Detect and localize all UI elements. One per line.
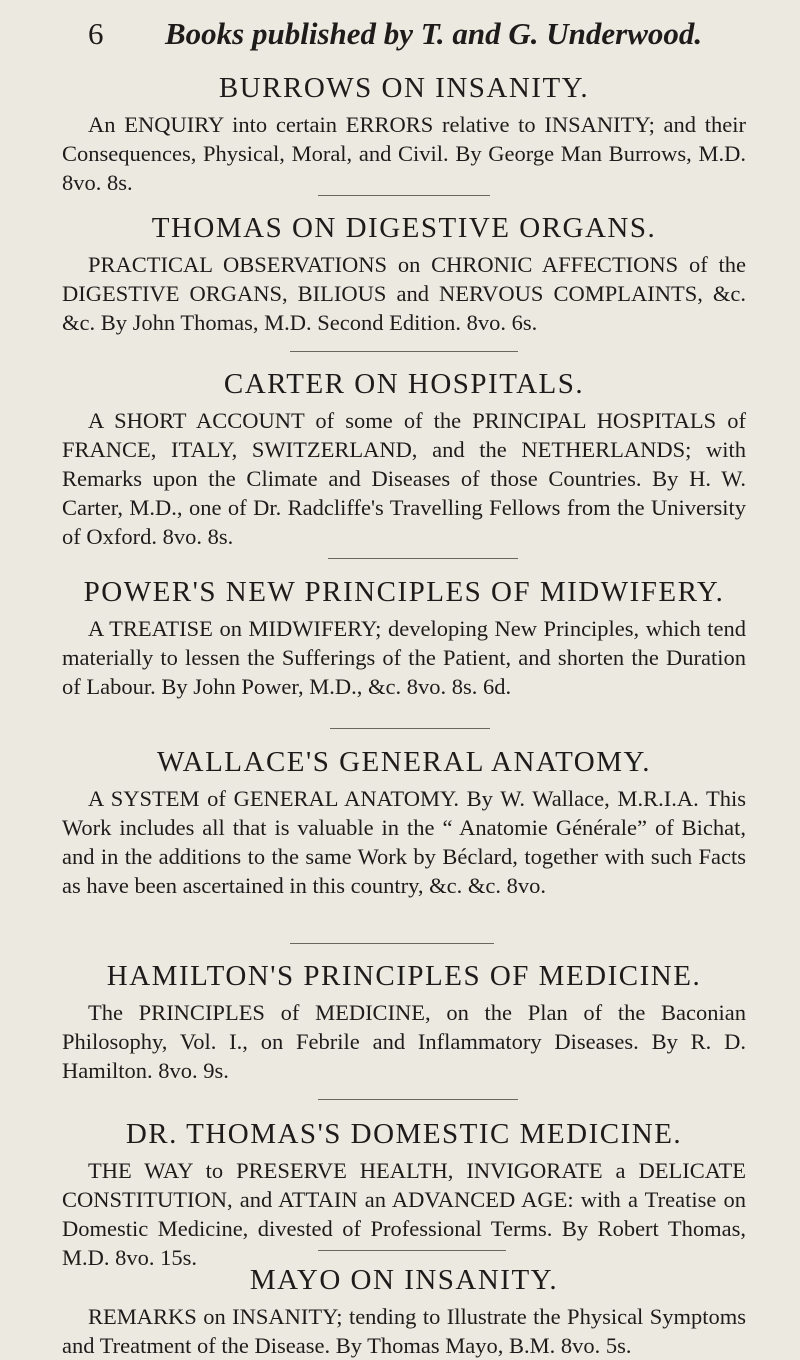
entry-heading: POWER'S NEW PRINCIPLES OF MIDWIFERY. (83, 576, 725, 608)
entry-description: A SHORT ACCOUNT of some of the PRINCIPAL HOSPITALS of FRANCE, ITALY, SWITZERLAND, and the NETHERLANDS; with Remarks upon the Climate and Diseases of those Countries. By H. W. Carter, M.D., one of Dr. Radcliffe's Travelling Fellows from the University of Oxford. 8vo. 8s. (62, 408, 746, 549)
entry-description: PRACTICAL OBSERVATIONS on CHRONIC AFFECTIONS of the DIGESTIVE ORGANS, BILIOUS and NERVOUS COMPLAINTS, &c. &c. By John Thomas, M.D. Second Edition. 8vo. 6s. (62, 252, 746, 335)
book-entry-carter (62, 366, 746, 551)
book-entry-thomas-domestic (62, 1116, 746, 1272)
entry-heading: BURROWS ON INSANITY. (218, 72, 590, 104)
book-entry-burrows (62, 70, 746, 197)
entry-description: A SYSTEM of GENERAL ANATOMY. By W. Wallace, M.R.I.A. This Work includes all that is valuable in the “ Anatomie Générale” of Bichat, and in the additions to the same Work by Béclard, together with such Facts as have been ascertained in this country, &c. &c. 8vo. (62, 786, 746, 898)
entry-heading: CARTER ON HOSPITALS. (223, 368, 585, 400)
entry-description: REMARKS on INSANITY; tending to Illustrate the Physical Symptoms and Treatment of the Disease. By Thomas Mayo, B.M. 8vo. 5s. (62, 1304, 746, 1358)
book-entry-mayo (62, 1262, 746, 1360)
entry-heading: DR. THOMAS'S DOMESTIC MEDICINE. (125, 1118, 683, 1150)
entry-description: A TREATISE on MIDWIFERY; developing New Principles, which tend materially to lessen the Sufferings of the Patient, and shorten the Duration of Labour. By John Power, M.D., &c. 8vo. 8s. 6d. (62, 616, 746, 699)
entry-description: The PRINCIPLES of MEDICINE, on the Plan of the Baconian Philosophy, Vol. I., on Febrile and Inflammatory Diseases. By R. D. Hamilton. 8vo. 9s. (62, 1000, 746, 1083)
running-title: Books published by T. and G. Underwood. (165, 16, 703, 51)
section-divider (290, 943, 494, 944)
entry-heading: THOMAS ON DIGESTIVE ORGANS. (151, 212, 657, 244)
book-entry-power (62, 574, 746, 701)
section-divider (290, 351, 518, 352)
entry-heading: WALLACE'S GENERAL ANATOMY. (156, 746, 651, 778)
section-divider (330, 728, 490, 729)
section-divider (318, 195, 490, 196)
book-entry-hamilton (62, 958, 746, 1085)
entry-heading: HAMILTON'S PRINCIPLES OF MEDICINE. (106, 960, 702, 992)
section-divider (318, 1099, 518, 1100)
book-entry-wallace (62, 744, 746, 900)
page-header (0, 16, 800, 60)
book-entry-thomas-digestive (62, 210, 746, 337)
section-divider (318, 1250, 506, 1251)
entry-heading: MAYO ON INSANITY. (249, 1264, 559, 1296)
entry-description: An ENQUIRY into certain ERRORS relative to INSANITY; and their Consequences, Physical, Moral, and Civil. By George Man Burrows, M.D. 8vo. 8s. (62, 112, 746, 195)
page-number: 6 (88, 16, 104, 51)
entry-description: THE WAY to PRESERVE HEALTH, INVIGORATE a DELICATE CONSTITUTION, and ATTAIN an ADVANCED AGE: with a Treatise on Domestic Medicine, divested of Professional Terms. By Robert Thomas, M.D. 8vo. 15s. (62, 1158, 746, 1270)
section-divider (328, 558, 518, 559)
